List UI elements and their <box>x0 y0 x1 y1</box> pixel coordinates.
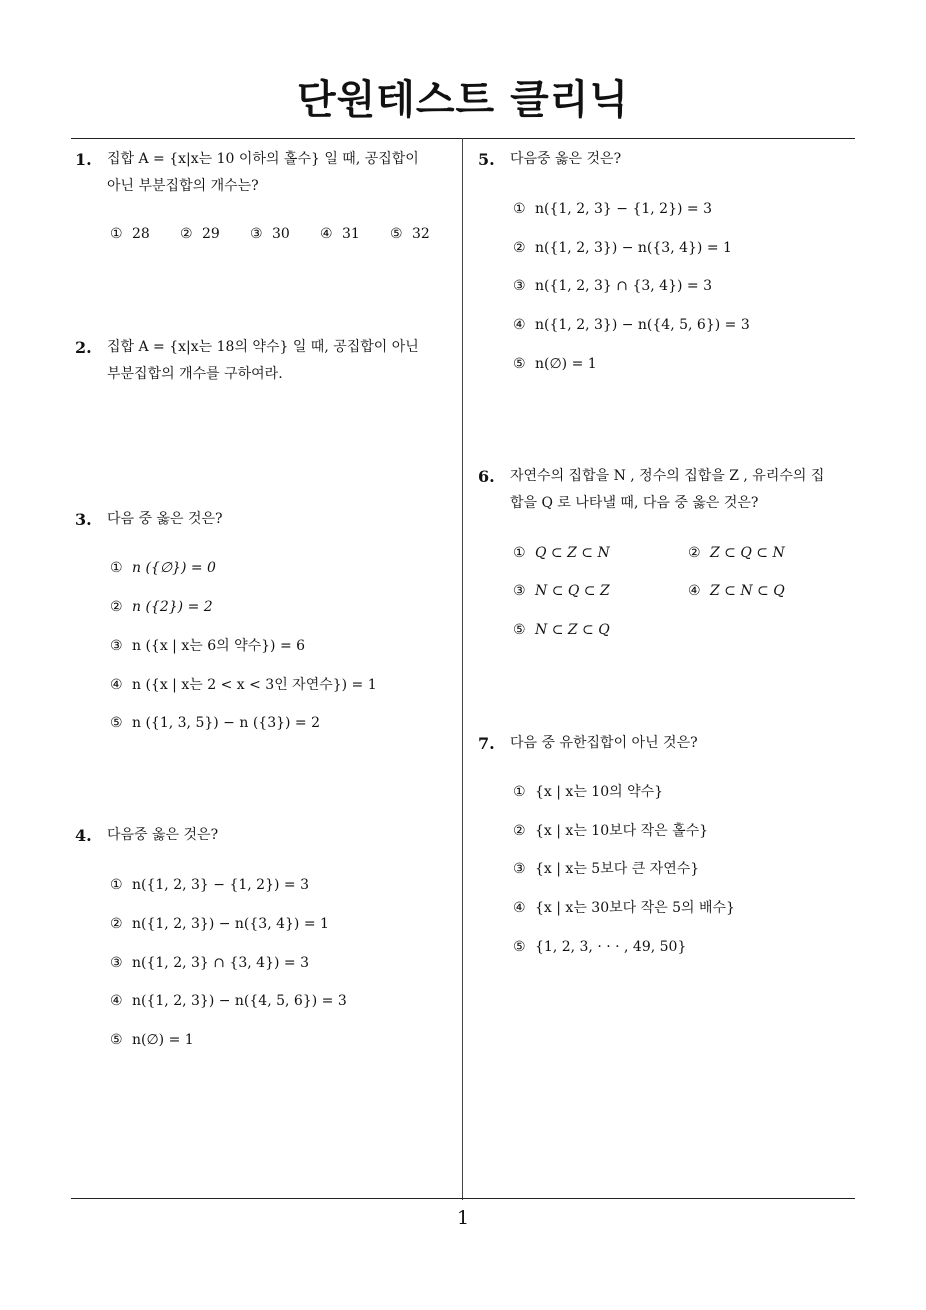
footer-rule <box>71 1198 855 1199</box>
page-number: 1 <box>456 1207 470 1229</box>
choice-text: N ⊂ Z ⊂ Q <box>535 622 610 638</box>
choice-1-2[interactable] <box>180 224 220 244</box>
choice-mark: ③ <box>513 583 526 599</box>
choice-text: n ({x | x는 2 < x < 3인 자연수}) = 1 <box>132 677 377 693</box>
choice-4-2[interactable] <box>110 914 329 934</box>
choice-text: n({1, 2, 3}) − n({3, 4}) = 1 <box>535 240 732 256</box>
choice-mark: ② <box>110 599 123 615</box>
choice-text: n({1, 2, 3}) − n({3, 4}) = 1 <box>132 916 329 932</box>
choice-mark: ② <box>688 545 701 561</box>
choice-3-4[interactable] <box>110 675 377 695</box>
choice-6-4[interactable] <box>688 581 785 601</box>
choice-mark: ⑤ <box>110 1032 123 1048</box>
choice-mark: ⑤ <box>390 226 403 242</box>
choice-text: Z ⊂ N ⊂ Q <box>710 583 785 599</box>
choice-1-3[interactable] <box>250 224 290 244</box>
choice-text: n({1, 2, 3} − {1, 2}) = 3 <box>535 201 712 217</box>
choice-mark: ④ <box>513 900 526 916</box>
choice-3-3[interactable] <box>110 636 305 656</box>
choice-mark: ③ <box>110 955 123 971</box>
choice-7-3[interactable] <box>513 859 699 879</box>
stem-line: 부분집합의 개수를 구하여라. <box>107 366 283 382</box>
choice-mark: ① <box>110 226 123 242</box>
choice-text: n ({x | x는 6의 약수}) = 6 <box>132 638 306 654</box>
choice-4-3[interactable] <box>110 953 309 973</box>
choice-1-1[interactable] <box>110 224 150 244</box>
question-number: 2. <box>75 338 92 357</box>
choice-1-4[interactable] <box>320 224 360 244</box>
stem-line: 다음 중 유한집합이 아닌 것은? <box>510 735 698 751</box>
stem-line: 다음 중 옳은 것은? <box>107 511 223 527</box>
choice-text: 28 <box>132 226 150 242</box>
choice-5-5[interactable] <box>513 354 597 374</box>
choice-7-2[interactable] <box>513 821 708 841</box>
choice-text: n(∅) = 1 <box>132 1032 194 1048</box>
stem-line: 집합 A = {x|x는 18의 약수} 일 때, 공집합이 아닌 <box>107 339 419 355</box>
choice-mark: ③ <box>513 278 526 294</box>
choice-mark: ① <box>110 560 123 576</box>
question-number: 7. <box>478 734 495 753</box>
stem-line: 집합 A = {x|x는 10 이하의 홀수} 일 때, 공집합이 <box>107 151 419 167</box>
choice-mark: ④ <box>110 677 123 693</box>
choice-text: n ({2}) = 2 <box>132 599 213 615</box>
choice-6-5[interactable] <box>513 620 610 640</box>
choice-mark: ② <box>110 916 123 932</box>
choice-3-1[interactable] <box>110 558 216 578</box>
question-number: 5. <box>478 150 495 169</box>
choice-5-2[interactable] <box>513 238 732 258</box>
choice-mark: ② <box>513 240 526 256</box>
choice-6-2[interactable] <box>688 543 785 563</box>
choice-text: 31 <box>342 226 360 242</box>
choice-7-5[interactable] <box>513 937 686 957</box>
choice-mark: ⑤ <box>513 356 526 372</box>
choice-text: {x | x는 10의 약수} <box>535 784 664 800</box>
choice-text: n({1, 2, 3}) − n({4, 5, 6}) = 3 <box>535 317 750 333</box>
choice-text: n({1, 2, 3} − {1, 2}) = 3 <box>132 877 309 893</box>
stem-line: 자연수의 집합을 N , 정수의 집합을 Z , 유리수의 집 <box>510 468 825 484</box>
choice-5-1[interactable] <box>513 199 712 219</box>
choice-text: n({1, 2, 3}) − n({4, 5, 6}) = 3 <box>132 993 347 1009</box>
choice-mark: ① <box>513 545 526 561</box>
column-divider <box>462 138 463 1200</box>
choice-text: 29 <box>202 226 220 242</box>
stem-line: 아닌 부분집합의 개수는? <box>107 178 259 194</box>
question-number: 6. <box>478 467 495 486</box>
choice-mark: ④ <box>110 993 123 1009</box>
question-number: 1. <box>75 150 92 169</box>
choice-text: 30 <box>272 226 290 242</box>
question-stem <box>510 146 621 173</box>
stem-line: 합을 Q 로 나타낼 때, 다음 중 옳은 것은? <box>510 495 759 511</box>
choice-text: {x | x는 5보다 큰 자연수} <box>535 861 700 877</box>
page-title: 단원테스트 클리닉 <box>296 77 630 123</box>
choice-mark: ② <box>180 226 193 242</box>
choice-3-5[interactable] <box>110 713 320 733</box>
choice-4-4[interactable] <box>110 991 347 1011</box>
choice-mark: ① <box>110 877 123 893</box>
choice-6-1[interactable] <box>513 543 610 563</box>
choice-text: n(∅) = 1 <box>535 356 597 372</box>
choice-text: Z ⊂ Q ⊂ N <box>710 545 785 561</box>
choice-text: {1, 2, 3, · · · , 49, 50} <box>535 939 687 955</box>
choice-mark: ④ <box>688 583 701 599</box>
choice-4-5[interactable] <box>110 1030 194 1050</box>
choice-5-3[interactable] <box>513 276 712 296</box>
question-stem <box>107 334 419 388</box>
choice-text: N ⊂ Q ⊂ Z <box>535 583 610 599</box>
choice-text: n ({1, 3, 5}) − n ({3}) = 2 <box>132 715 321 731</box>
stem-line: 다음중 옳은 것은? <box>107 827 219 843</box>
choice-mark: ③ <box>110 638 123 654</box>
choice-mark: ① <box>513 201 526 217</box>
question-stem <box>510 730 698 757</box>
choice-text: 32 <box>412 226 430 242</box>
choice-7-4[interactable] <box>513 898 735 918</box>
choice-text: n ({∅}) = 0 <box>132 560 216 576</box>
choice-mark: ② <box>513 823 526 839</box>
choice-text: n({1, 2, 3} ∩ {3, 4}) = 3 <box>132 955 309 971</box>
question-stem <box>107 822 218 849</box>
choice-mark: ⑤ <box>513 622 526 638</box>
choice-3-2[interactable] <box>110 597 213 617</box>
question-stem <box>107 146 419 200</box>
choice-7-1[interactable] <box>513 782 663 802</box>
choice-6-3[interactable] <box>513 581 610 601</box>
choice-mark: ③ <box>250 226 263 242</box>
question-number: 3. <box>75 510 92 529</box>
choice-text: n({1, 2, 3} ∩ {3, 4}) = 3 <box>535 278 712 294</box>
choice-5-4[interactable] <box>513 315 750 335</box>
question-number: 4. <box>75 826 92 845</box>
choice-mark: ① <box>513 784 526 800</box>
choice-mark: ④ <box>513 317 526 333</box>
choice-mark: ⑤ <box>110 715 123 731</box>
choice-mark: ⑤ <box>513 939 526 955</box>
choice-text: Q ⊂ Z ⊂ N <box>535 545 610 561</box>
question-stem <box>510 463 824 517</box>
choice-mark: ④ <box>320 226 333 242</box>
choice-4-1[interactable] <box>110 875 309 895</box>
stem-line: 다음중 옳은 것은? <box>510 151 622 167</box>
choice-text: {x | x는 30보다 작은 5의 배수} <box>535 900 735 916</box>
choice-mark: ③ <box>513 861 526 877</box>
header-rule <box>71 138 855 139</box>
question-stem <box>107 506 223 533</box>
choice-text: {x | x는 10보다 작은 홀수} <box>535 823 709 839</box>
choice-1-5[interactable] <box>390 224 430 244</box>
